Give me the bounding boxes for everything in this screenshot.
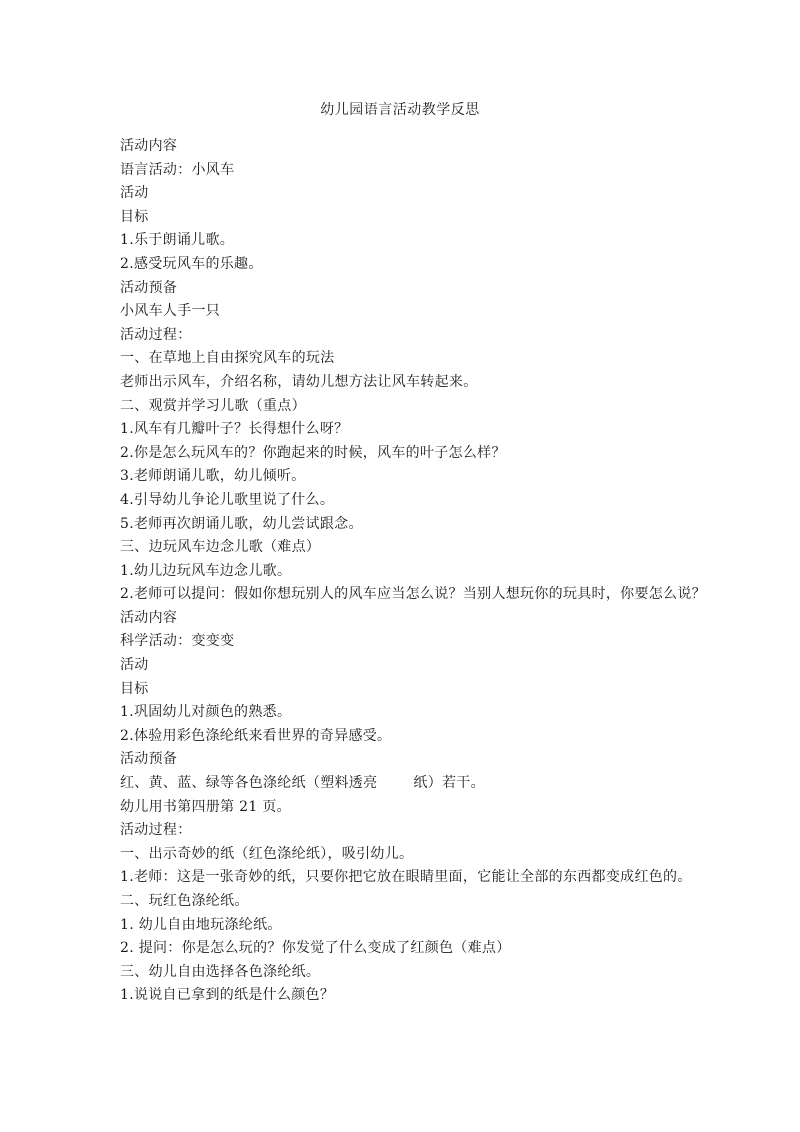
text-line: 1.幼儿边玩风车边念儿歌。: [120, 562, 292, 579]
text-line: 老师出示风车，介绍名称，请幼儿想方法让风车转起来。: [120, 373, 478, 390]
text-line: 2.你是怎么玩风车的？你跑起来的时候，风车的叶子怎么样？: [120, 444, 506, 461]
text-line: 一、出示奇妙的纸（红色涤纶纸），吸引幼儿。: [120, 845, 414, 862]
text-line: 活动: [120, 657, 149, 674]
text-line: 活动: [120, 185, 149, 202]
text-line: 1. 幼儿自由地玩涤纶纸。: [120, 916, 282, 933]
text-line: 小风车人手一只: [120, 303, 221, 320]
text-line: 活动内容: [120, 609, 178, 626]
text-line: 二、玩红色涤纶纸。: [120, 893, 249, 909]
text-line: 科学活动：变变变: [120, 633, 235, 650]
text-line: 三、边玩风车边念儿歌（难点）: [120, 539, 321, 556]
text-line: 1.风车有几瓣叶子？长得想什么呀？: [120, 421, 349, 438]
text-line: 活动过程：: [120, 822, 192, 839]
materials-line: [120, 772, 720, 796]
text-line: 2.感受玩风车的乐趣。: [120, 255, 263, 272]
text-line: 活动预备: [120, 751, 178, 768]
text-line: 5.老师再次朗诵儿歌，幼儿尝试跟念。: [120, 515, 363, 532]
document-body: [120, 135, 720, 1008]
text-line: 目标: [120, 680, 149, 697]
text-line: 1.老师：这是一张奇妙的纸，只要你把它放在眼睛里面，它能让全部的东西都变成红色的。: [120, 869, 692, 886]
text-line: 1.巩固幼儿对颜色的熟悉。: [120, 704, 292, 721]
document-title: 幼儿园语言活动教学反思: [320, 102, 480, 118]
text-line: 1.乐于朗诵儿歌。: [120, 232, 235, 249]
text-line: 一、在草地上自由探究风车的玩法: [120, 350, 335, 367]
text-line: 1.说说自已拿到的纸是什么颜色？: [120, 987, 335, 1004]
text-line: 2.老师可以提问：假如你想玩别人的风车应当怎么说？当别人想玩你的玩具时，你要怎么说？: [120, 586, 706, 603]
text-line: 3.老师朗诵儿歌，幼儿倾听。: [120, 468, 306, 485]
text-line: 二、观赏并学习儿歌（重点）: [120, 397, 306, 414]
text-line: 三、幼儿自由选择各色涤纶纸。: [120, 963, 321, 980]
text-line: 幼儿用书第四册第 21 页。: [120, 798, 291, 815]
text-line: 2. 提问：你是怎么玩的？你发觉了什么变成了红颜色（难点）: [120, 940, 511, 957]
text-line: 活动内容: [120, 138, 178, 154]
text-line: 目标: [120, 208, 149, 225]
materials-line-part1: 红、黄、蓝、绿等各色涤纶纸（塑料透亮: [120, 775, 378, 792]
text-line: 语言活动：小风车: [120, 161, 235, 178]
text-line: 活动预备: [120, 279, 178, 296]
text-line: 2.体验用彩色涤纶纸来看世界的奇异感受。: [120, 727, 392, 744]
text-line: 4.引导幼儿争论儿歌里说了什么。: [120, 491, 335, 508]
text-line: 活动过程：: [120, 326, 192, 343]
materials-line-part2: 纸）若干。: [413, 775, 485, 792]
